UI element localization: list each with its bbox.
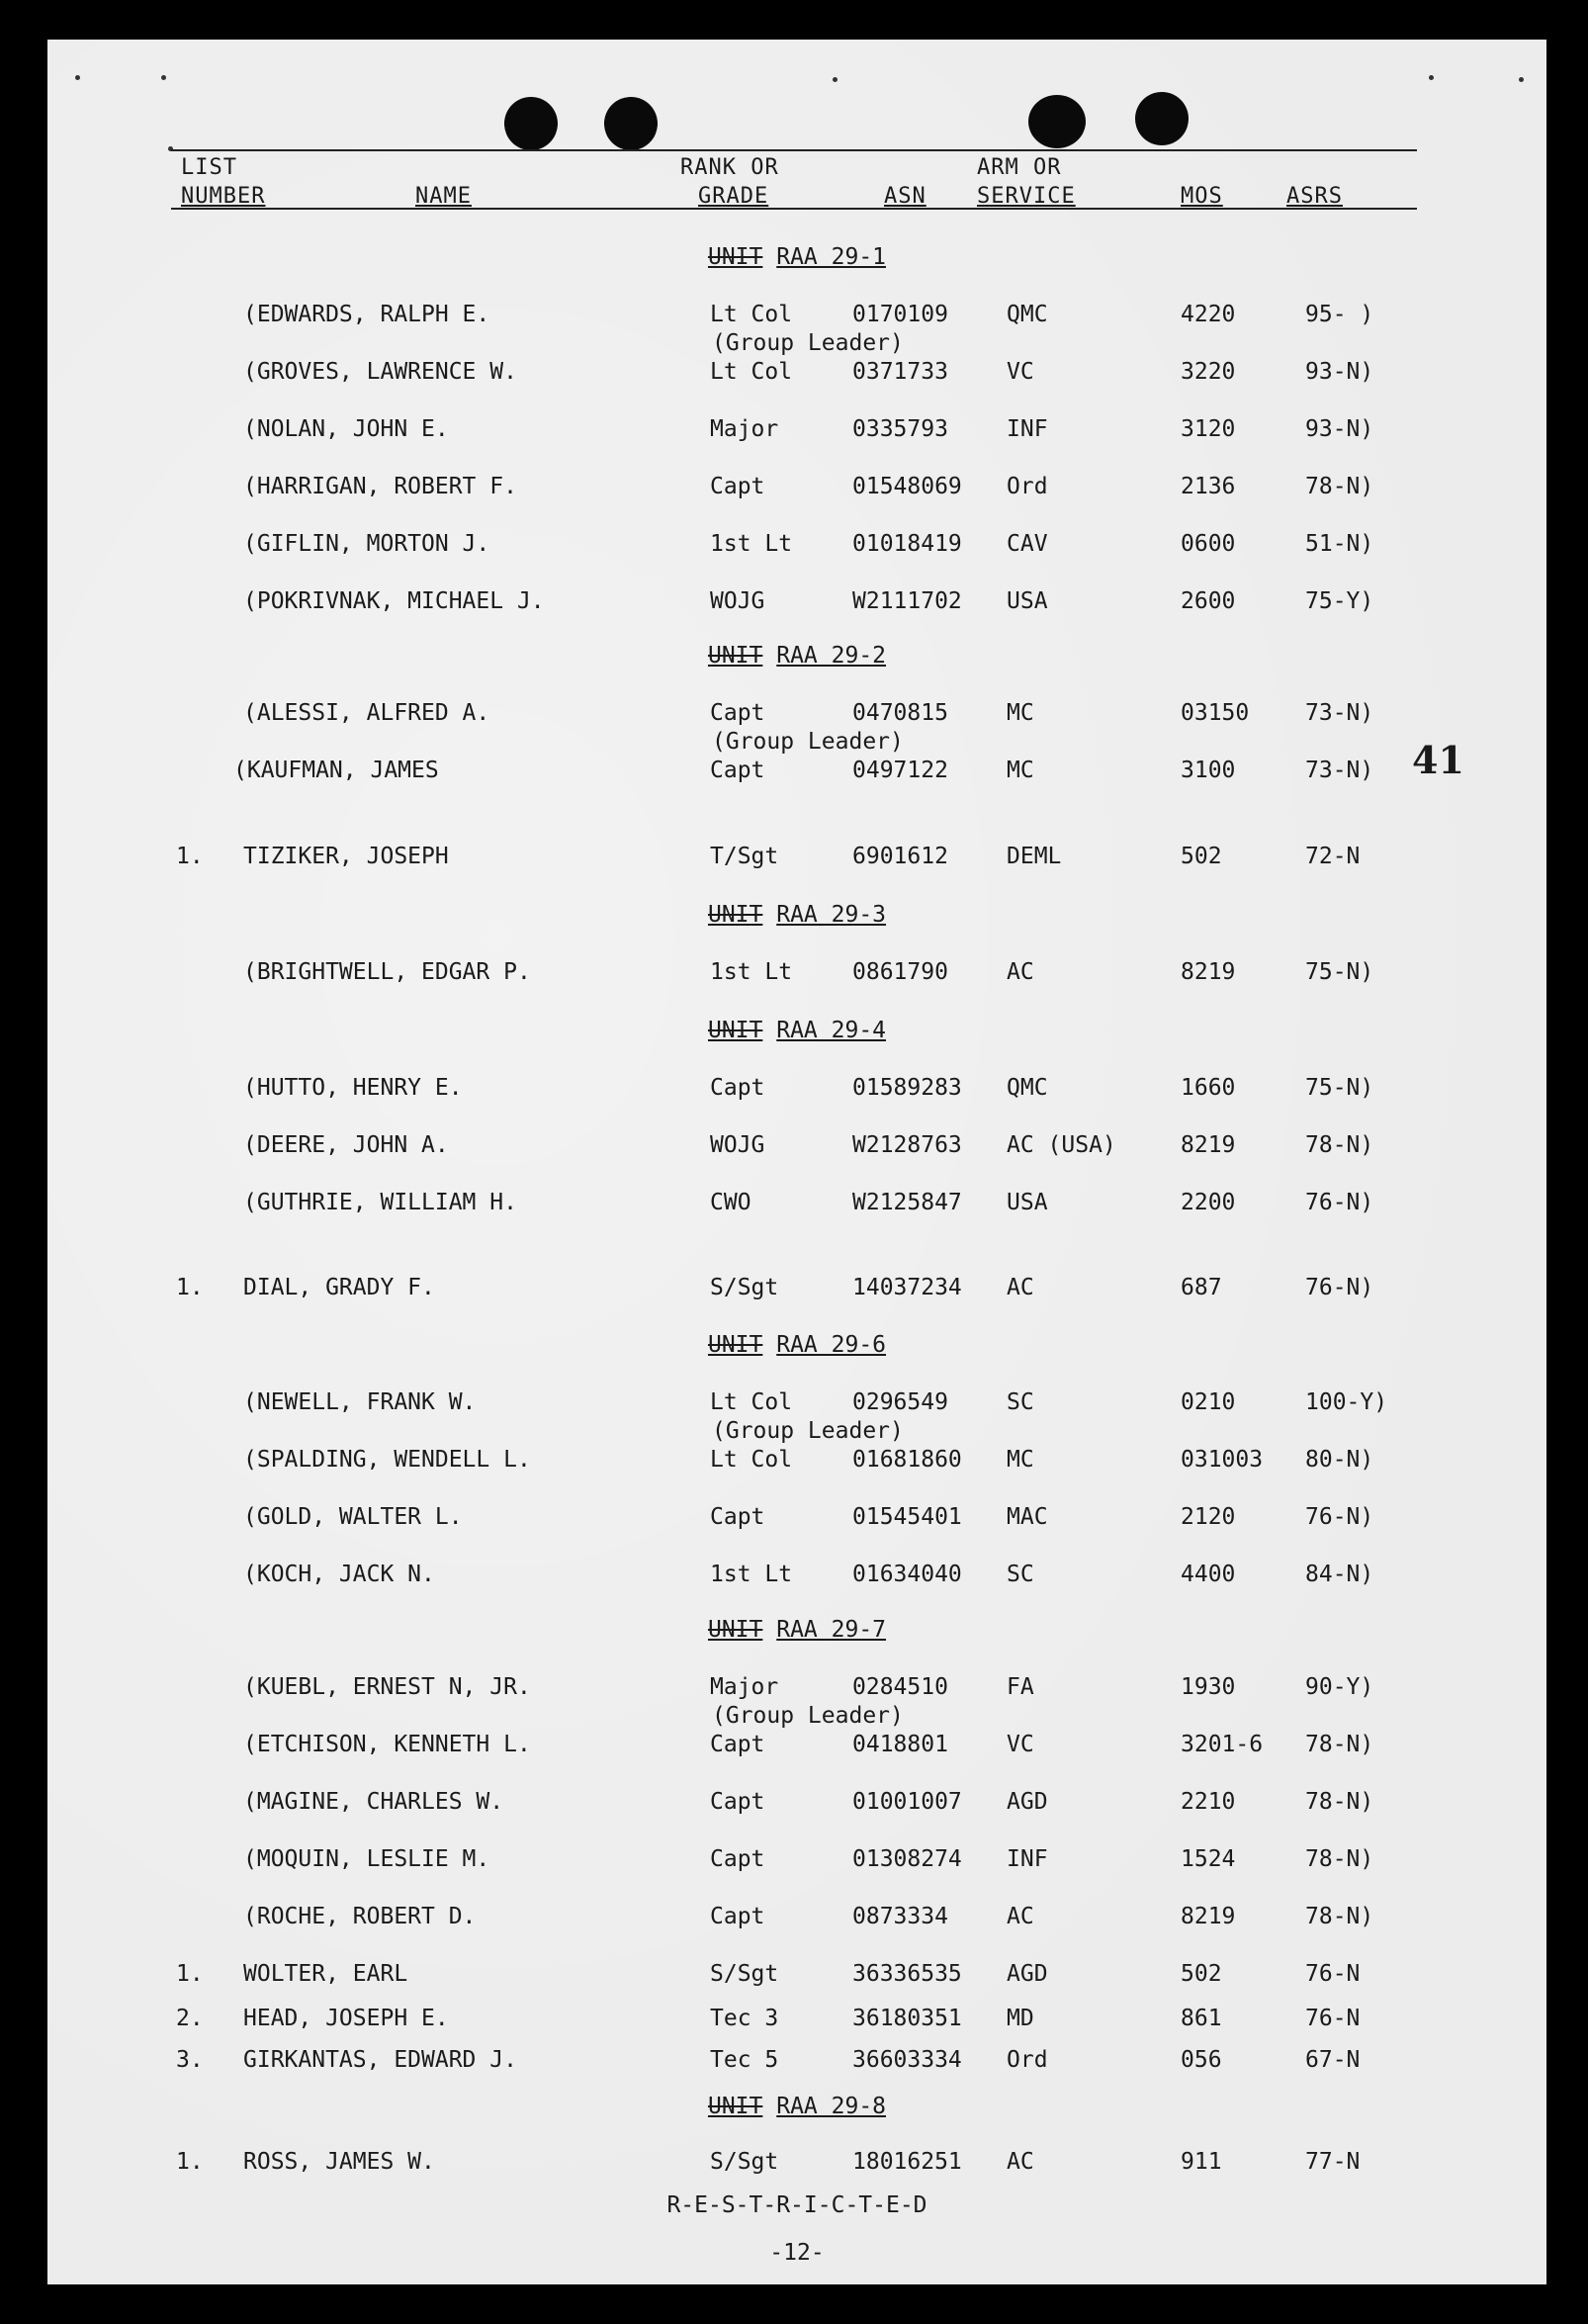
- speck: [1429, 75, 1434, 80]
- asrs-cell: 77-N: [1305, 2149, 1361, 2175]
- name-cell: GIRKANTAS, EDWARD J.: [243, 2047, 517, 2073]
- asn-cell: 6901612: [852, 844, 948, 869]
- name-cell: (KOCH, JACK N.: [243, 1562, 435, 1587]
- list-number: 1.: [176, 1275, 204, 1300]
- name-cell: (GROVES, LAWRENCE W.: [243, 359, 517, 385]
- table-row: [47, 758, 1546, 789]
- table-row: [47, 1961, 1546, 1993]
- asn-cell: 01308274: [852, 1846, 962, 1872]
- arm-cell: INF: [1007, 416, 1048, 442]
- asrs-cell: 73-N): [1305, 758, 1374, 783]
- name-cell: HEAD, JOSEPH E.: [243, 2006, 449, 2031]
- arm-cell: DEML: [1007, 844, 1062, 869]
- asn-cell: 0418801: [852, 1732, 948, 1757]
- asn-cell: 0296549: [852, 1389, 948, 1415]
- name-cell: (GOLD, WALTER L.: [243, 1504, 463, 1530]
- header-mos: MOS: [1181, 184, 1223, 209]
- unit-heading: [47, 2094, 1546, 2119]
- asrs-cell: 76-N): [1305, 1190, 1374, 1215]
- mos-cell: 8219: [1181, 1132, 1236, 1158]
- rank-cell: T/Sgt: [710, 844, 779, 869]
- asrs-cell: 67-N: [1305, 2047, 1361, 2073]
- unit-code: RAA 29-3: [776, 902, 887, 928]
- table-row: [47, 1275, 1546, 1306]
- asn-cell: 01018419: [852, 531, 962, 557]
- table-row: [47, 474, 1546, 505]
- asn-cell: W2111702: [852, 588, 962, 614]
- arm-cell: AC: [1007, 959, 1034, 985]
- arm-cell: AC (USA): [1007, 1132, 1116, 1158]
- unit-heading: [47, 244, 1546, 270]
- header-rule-bottom: [171, 208, 1417, 210]
- mos-cell: 3220: [1181, 359, 1236, 385]
- mos-cell: 1524: [1181, 1846, 1236, 1872]
- asn-cell: 0284510: [852, 1674, 948, 1700]
- rank-cell: S/Sgt: [710, 1961, 779, 1987]
- mos-cell: 502: [1181, 844, 1222, 869]
- asn-cell: 14037234: [852, 1275, 962, 1300]
- unit-code: RAA 29-2: [776, 643, 887, 669]
- unit-heading: [47, 1617, 1546, 1643]
- table-row: [47, 1132, 1546, 1164]
- table-row: [47, 700, 1546, 732]
- asn-cell: 0861790: [852, 959, 948, 985]
- rank-cell: CWO: [710, 1190, 751, 1215]
- name-cell: (ALESSI, ALFRED A.: [243, 700, 490, 726]
- rank-cell: Lt Col: [710, 359, 793, 385]
- header-grade: GRADE: [698, 184, 769, 209]
- asn-cell: 01001007: [852, 1789, 962, 1815]
- mos-cell: 911: [1181, 2149, 1222, 2175]
- asrs-cell: 84-N): [1305, 1562, 1374, 1587]
- table-row: [47, 959, 1546, 991]
- mos-cell: 0600: [1181, 531, 1236, 557]
- arm-cell: AC: [1007, 1275, 1034, 1300]
- mos-cell: 4220: [1181, 302, 1236, 327]
- table-row: [47, 1789, 1546, 1821]
- name-cell: (BRIGHTWELL, EDGAR P.: [243, 959, 531, 985]
- mos-cell: 3100: [1181, 758, 1236, 783]
- header-service: SERVICE: [977, 184, 1076, 209]
- mos-cell: 8219: [1181, 1904, 1236, 1929]
- list-number: 1.: [176, 1961, 204, 1987]
- group-leader-note: (Group Leader): [712, 729, 904, 755]
- rank-cell: Lt Col: [710, 1447, 793, 1473]
- asrs-cell: 76-N): [1305, 1504, 1374, 1530]
- unit-code: RAA 29-8: [776, 2094, 887, 2119]
- table-row: [47, 1504, 1546, 1536]
- unit-heading: [47, 1018, 1546, 1043]
- table-row: [47, 2006, 1546, 2037]
- header-rule-top: [171, 149, 1417, 151]
- punch-hole-4: [1135, 92, 1189, 145]
- rank-cell: Capt: [710, 1504, 765, 1530]
- rank-cell: Tec 3: [710, 2006, 779, 2031]
- list-number: 1.: [176, 2149, 204, 2175]
- asn-cell: 18016251: [852, 2149, 962, 2175]
- arm-cell: SC: [1007, 1389, 1034, 1415]
- asrs-cell: 73-N): [1305, 700, 1374, 726]
- arm-cell: AC: [1007, 1904, 1034, 1929]
- name-cell: (EDWARDS, RALPH E.: [243, 302, 490, 327]
- mos-cell: 861: [1181, 2006, 1222, 2031]
- name-cell: (ETCHISON, KENNETH L.: [243, 1732, 531, 1757]
- name-cell: (NOLAN, JOHN E.: [243, 416, 449, 442]
- unit-prefix: UNIT: [707, 1332, 763, 1358]
- unit-prefix: UNIT: [707, 643, 763, 669]
- speck: [833, 77, 838, 82]
- arm-cell: USA: [1007, 588, 1048, 614]
- name-cell: TIZIKER, JOSEPH: [243, 844, 449, 869]
- arm-cell: VC: [1007, 1732, 1034, 1757]
- asrs-cell: 51-N): [1305, 531, 1374, 557]
- asn-cell: 0470815: [852, 700, 948, 726]
- name-cell: (GUTHRIE, WILLIAM H.: [243, 1190, 517, 1215]
- table-row: [47, 2149, 1546, 2181]
- arm-cell: MC: [1007, 1447, 1034, 1473]
- table-row: [47, 302, 1546, 333]
- arm-cell: CAV: [1007, 531, 1048, 557]
- mos-cell: 2120: [1181, 1504, 1236, 1530]
- asrs-cell: 93-N): [1305, 416, 1374, 442]
- speck: [161, 75, 166, 80]
- name-cell: (POKRIVNAK, MICHAEL J.: [243, 588, 545, 614]
- name-cell: (MOQUIN, LESLIE M.: [243, 1846, 490, 1872]
- name-cell: (SPALDING, WENDELL L.: [243, 1447, 531, 1473]
- unit-prefix: UNIT: [707, 1018, 763, 1043]
- unit-prefix: UNIT: [707, 1617, 763, 1643]
- asn-cell: 0873334: [852, 1904, 948, 1929]
- mos-cell: 03150: [1181, 700, 1250, 726]
- rank-cell: Capt: [710, 700, 765, 726]
- rank-cell: 1st Lt: [710, 959, 793, 985]
- rank-cell: Capt: [710, 1904, 765, 1929]
- mos-cell: 687: [1181, 1275, 1222, 1300]
- asrs-cell: 78-N): [1305, 1789, 1374, 1815]
- table-row: [47, 1389, 1546, 1421]
- name-cell: (ROCHE, ROBERT D.: [243, 1904, 477, 1929]
- arm-cell: INF: [1007, 1846, 1048, 1872]
- list-number: 2.: [176, 2006, 204, 2031]
- mos-cell: 2200: [1181, 1190, 1236, 1215]
- mos-cell: 3120: [1181, 416, 1236, 442]
- asrs-cell: 76-N: [1305, 1961, 1361, 1987]
- punch-hole-1: [504, 97, 558, 150]
- table-row: [47, 1846, 1546, 1878]
- asrs-cell: 80-N): [1305, 1447, 1374, 1473]
- asrs-cell: 72-N: [1305, 844, 1361, 869]
- asrs-cell: 95- ): [1305, 302, 1374, 327]
- asn-cell: 0371733: [852, 359, 948, 385]
- list-number: 3.: [176, 2047, 204, 2073]
- arm-cell: Ord: [1007, 2047, 1048, 2073]
- rank-cell: Major: [710, 1674, 779, 1700]
- table-row: [47, 531, 1546, 563]
- mos-cell: 502: [1181, 1961, 1222, 1987]
- header-rank: RANK OR: [680, 155, 779, 180]
- punch-hole-3: [1028, 95, 1086, 148]
- mos-cell: 8219: [1181, 959, 1236, 985]
- asn-cell: 01681860: [852, 1447, 962, 1473]
- unit-heading: [47, 643, 1546, 669]
- rank-cell: S/Sgt: [710, 2149, 779, 2175]
- asrs-cell: 78-N): [1305, 474, 1374, 499]
- mos-cell: 031003: [1181, 1447, 1264, 1473]
- arm-cell: QMC: [1007, 302, 1048, 327]
- asn-cell: 36336535: [852, 1961, 962, 1987]
- rank-cell: Major: [710, 416, 779, 442]
- document-page: [47, 40, 1546, 2284]
- rank-cell: Lt Col: [710, 302, 793, 327]
- asrs-cell: 78-N): [1305, 1732, 1374, 1757]
- mos-cell: 3201-6: [1181, 1732, 1264, 1757]
- rank-cell: Capt: [710, 1732, 765, 1757]
- arm-cell: AGD: [1007, 1961, 1048, 1987]
- rank-cell: 1st Lt: [710, 531, 793, 557]
- asn-cell: 01548069: [852, 474, 962, 499]
- header-list: LIST: [181, 155, 237, 180]
- name-cell: (HUTTO, HENRY E.: [243, 1075, 463, 1101]
- asrs-cell: 76-N: [1305, 2006, 1361, 2031]
- group-leader-note: (Group Leader): [712, 1703, 904, 1729]
- asrs-cell: 78-N): [1305, 1904, 1374, 1929]
- table-row: [47, 359, 1546, 391]
- asn-cell: 0497122: [852, 758, 948, 783]
- asrs-cell: 90-Y): [1305, 1674, 1374, 1700]
- mos-cell: 2136: [1181, 474, 1236, 499]
- name-cell: WOLTER, EARL: [243, 1961, 408, 1987]
- arm-cell: AGD: [1007, 1789, 1048, 1815]
- rank-cell: WOJG: [710, 588, 765, 614]
- rank-cell: S/Sgt: [710, 1275, 779, 1300]
- page-number: -12-: [769, 2240, 825, 2266]
- table-row: [47, 1447, 1546, 1478]
- mos-cell: 1660: [1181, 1075, 1236, 1101]
- group-leader-note: (Group Leader): [712, 330, 904, 356]
- punch-hole-2: [604, 97, 658, 150]
- table-row: [47, 1075, 1546, 1107]
- asrs-cell: 100-Y): [1305, 1389, 1388, 1415]
- unit-prefix: UNIT: [707, 2094, 763, 2119]
- name-cell: (DEERE, JOHN A.: [243, 1132, 449, 1158]
- table-row: [47, 416, 1546, 448]
- mos-cell: 1930: [1181, 1674, 1236, 1700]
- asn-cell: 36180351: [852, 2006, 962, 2031]
- rank-cell: Lt Col: [710, 1389, 793, 1415]
- asrs-cell: 78-N): [1305, 1846, 1374, 1872]
- table-row: [47, 1562, 1546, 1593]
- name-cell: (HARRIGAN, ROBERT F.: [243, 474, 517, 499]
- rank-cell: 1st Lt: [710, 1562, 793, 1587]
- table-row: [47, 1732, 1546, 1763]
- table-row: [47, 1190, 1546, 1221]
- speck: [1519, 77, 1524, 82]
- asrs-cell: 75-N): [1305, 959, 1374, 985]
- asrs-cell: 93-N): [1305, 359, 1374, 385]
- speck: [75, 75, 80, 80]
- arm-cell: MC: [1007, 700, 1034, 726]
- name-cell: DIAL, GRADY F.: [243, 1275, 435, 1300]
- name-cell: (KUEBL, ERNEST N, JR.: [243, 1674, 531, 1700]
- asn-cell: 0335793: [852, 416, 948, 442]
- mos-cell: 0210: [1181, 1389, 1236, 1415]
- asrs-cell: 75-Y): [1305, 588, 1374, 614]
- arm-cell: USA: [1007, 1190, 1048, 1215]
- group-leader-note: (Group Leader): [712, 1418, 904, 1444]
- classification-footer: R-E-S-T-R-I-C-T-E-D: [666, 2192, 927, 2218]
- asn-cell: 36603334: [852, 2047, 962, 2073]
- asn-cell: 01589283: [852, 1075, 962, 1101]
- unit-prefix: UNIT: [707, 244, 763, 270]
- rank-cell: Capt: [710, 758, 765, 783]
- arm-cell: MD: [1007, 2006, 1034, 2031]
- table-row: [47, 2047, 1546, 2079]
- asrs-cell: 78-N): [1305, 1132, 1374, 1158]
- arm-cell: SC: [1007, 1562, 1034, 1587]
- table-row: [47, 1674, 1546, 1706]
- name-cell: (KAUFMAN, JAMES: [233, 758, 439, 783]
- list-number: 1.: [176, 844, 204, 869]
- header-number: NUMBER: [181, 184, 266, 209]
- asrs-cell: 76-N): [1305, 1275, 1374, 1300]
- asn-cell: W2125847: [852, 1190, 962, 1215]
- table-row: [47, 1904, 1546, 1935]
- name-cell: (NEWELL, FRANK W.: [243, 1389, 477, 1415]
- rank-cell: Capt: [710, 1846, 765, 1872]
- unit-code: RAA 29-1: [776, 244, 887, 270]
- arm-cell: MAC: [1007, 1504, 1048, 1530]
- name-cell: (GIFLIN, MORTON J.: [243, 531, 490, 557]
- header-asn: ASN: [884, 184, 926, 209]
- rank-cell: Capt: [710, 1075, 765, 1101]
- unit-code: RAA 29-4: [776, 1018, 887, 1043]
- asrs-cell: 75-N): [1305, 1075, 1374, 1101]
- rank-cell: WOJG: [710, 1132, 765, 1158]
- rank-cell: Capt: [710, 1789, 765, 1815]
- mos-cell: 2210: [1181, 1789, 1236, 1815]
- header-name: NAME: [415, 184, 472, 209]
- header-arm: ARM OR: [977, 155, 1062, 180]
- arm-cell: MC: [1007, 758, 1034, 783]
- mos-cell: 056: [1181, 2047, 1222, 2073]
- rank-cell: Capt: [710, 474, 765, 499]
- asn-cell: 01634040: [852, 1562, 962, 1587]
- arm-cell: VC: [1007, 359, 1034, 385]
- margin-page-number: 41: [1412, 738, 1464, 782]
- table-row: [47, 844, 1546, 875]
- asn-cell: W2128763: [852, 1132, 962, 1158]
- mos-cell: 4400: [1181, 1562, 1236, 1587]
- asn-cell: 01545401: [852, 1504, 962, 1530]
- arm-cell: AC: [1007, 2149, 1034, 2175]
- unit-code: RAA 29-6: [776, 1332, 887, 1358]
- arm-cell: FA: [1007, 1674, 1034, 1700]
- arm-cell: QMC: [1007, 1075, 1048, 1101]
- name-cell: (MAGINE, CHARLES W.: [243, 1789, 504, 1815]
- unit-heading: [47, 902, 1546, 928]
- header-asrs: ASRS: [1286, 184, 1343, 209]
- unit-code: RAA 29-7: [776, 1617, 887, 1643]
- mos-cell: 2600: [1181, 588, 1236, 614]
- asn-cell: 0170109: [852, 302, 948, 327]
- unit-prefix: UNIT: [707, 902, 763, 928]
- unit-heading: [47, 1332, 1546, 1358]
- arm-cell: Ord: [1007, 474, 1048, 499]
- rank-cell: Tec 5: [710, 2047, 779, 2073]
- name-cell: ROSS, JAMES W.: [243, 2149, 435, 2175]
- table-row: [47, 588, 1546, 620]
